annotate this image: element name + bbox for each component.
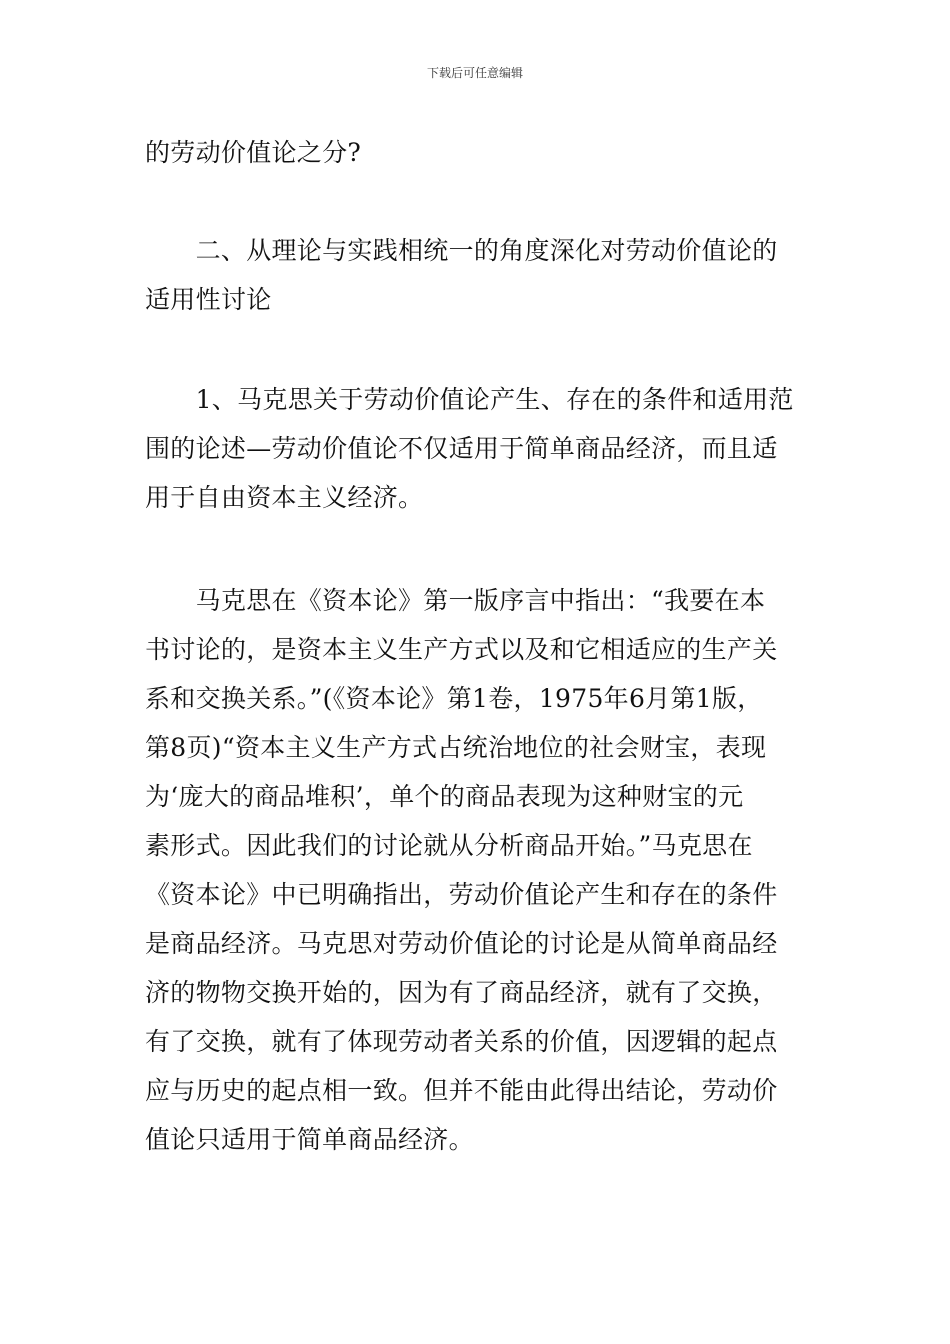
- text-line: 适用性讨论: [145, 285, 272, 314]
- text-line: 系和交换关系。”(《资本论》第1卷，1975年6月第1版，: [145, 684, 763, 713]
- body-paragraph: [145, 576, 815, 1164]
- text-line: 是商品经济。马克思对劳动价值论的讨论是从简单商品经: [145, 929, 778, 958]
- text-line: 1、马克思关于劳动价值论产生、存在的条件和适用范: [145, 385, 794, 414]
- text-line: 素形式。因此我们的讨论就从分析商品开始。”马克思在: [145, 831, 753, 860]
- text-line: 第8页)“资本主义生产方式占统治地位的社会财宝，表现: [145, 733, 767, 762]
- text-line: 济的物物交换开始的，因为有了商品经济，就有了交换，: [145, 978, 778, 1007]
- text-line: 围的论述—劳动价值论不仅适用于简单商品经济，而且适: [145, 434, 778, 463]
- page-header: 下载后可任意编辑: [426, 66, 523, 80]
- text-line: 用于自由资本主义经济。: [145, 483, 424, 512]
- text-line: 为‘庞大的商品堆积’，单个的商品表现为这种财宝的元: [145, 782, 744, 811]
- text-line: 应与历史的起点相一致。但并不能由此得出结论，劳动价: [145, 1076, 778, 1105]
- text-line: 值论只适用于简单商品经济。: [145, 1125, 474, 1154]
- text-line: 的劳动价值论之分?: [145, 138, 362, 167]
- section-heading-2: [145, 226, 815, 324]
- subsection-heading-1: [145, 375, 815, 522]
- text-line: 马克思在《资本论》第一版序言中指出：“我要在本: [145, 586, 766, 615]
- text-line: 《资本论》中已明确指出，劳动价值论产生和存在的条件: [145, 880, 778, 909]
- text-line: 书讨论的，是资本主义生产方式以及和它相适应的生产关: [145, 635, 778, 664]
- text-line: 有了交换，就有了体现劳动者关系的价值，因逻辑的起点: [145, 1027, 778, 1056]
- paragraph-continuation: [145, 128, 815, 177]
- text-line: 二、从理论与实践相统一的角度深化对劳动价值论的: [145, 236, 778, 265]
